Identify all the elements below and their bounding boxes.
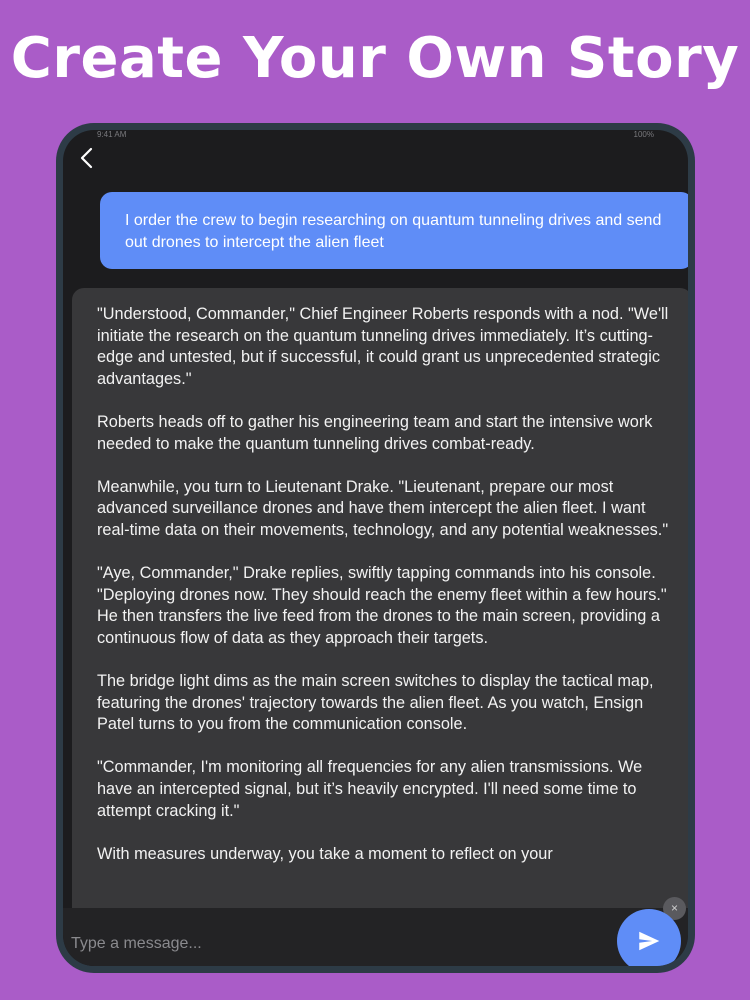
ai-paragraph: With measures underway, you take a moment to reflect on your	[97, 844, 553, 863]
user-message-bubble	[100, 192, 688, 269]
status-bar	[63, 130, 688, 144]
ai-paragraph: Meanwhile, you turn to Lieutenant Drake. "Lieutenant, prepare our most advanced surveillance drones and have them intercept the alien fleet. I want real-time data on their movements, technology, and any potential weaknesses."	[97, 477, 669, 539]
back-button[interactable]	[75, 144, 99, 172]
ai-paragraph: "Commander, I'm monitoring all frequencies for any alien transmissions. We have an intercepted signal, but it’s heavily encrypted. I'll need some time to attempt cracking it."	[97, 758, 643, 820]
close-icon: ×	[670, 901, 678, 915]
paper-plane-icon	[636, 928, 662, 954]
ai-response-card	[72, 288, 688, 918]
ai-paragraph: "Aye, Commander," Drake replies, swiftly tapping commands into his console. "Deploying drones now. They should reach the enemy fleet within a few hours." He then transfers the live feed from the drones to the main screen, providing a continuous flow of data as they approach their targets.	[97, 564, 667, 647]
status-time: 9:41 AM	[97, 130, 127, 139]
message-composer	[63, 908, 688, 966]
ai-paragraph: The bridge light dims as the main screen switches to display the tactical map, featuring the drones' trajectory towards the alien fleet. As you watch, Ensign Patel turns to you from the communication console.	[97, 672, 654, 734]
status-battery: 100%	[633, 130, 654, 139]
tablet-frame	[56, 123, 695, 973]
page-headline: Create Your Own Story	[10, 26, 740, 91]
app-screen	[63, 130, 688, 966]
user-message-text: I order the crew to begin researching on quantum tunneling drives and send out drones to intercept the alien fleet	[125, 212, 662, 251]
send-button[interactable]	[617, 909, 681, 966]
message-input[interactable]	[71, 932, 591, 956]
ai-paragraph: Roberts heads off to gather his engineering team and start the intensive work needed to make the quantum tunneling drives combat-ready.	[97, 412, 653, 453]
chevron-left-icon	[75, 144, 99, 172]
ai-paragraph: "Understood, Commander," Chief Engineer Roberts responds with a nod. "We'll initiate the research on the quantum tunneling drives immediately. It’s cutting-edge and untested, but if successful, it could grant us unprecedented strategic advantages."	[97, 305, 669, 388]
